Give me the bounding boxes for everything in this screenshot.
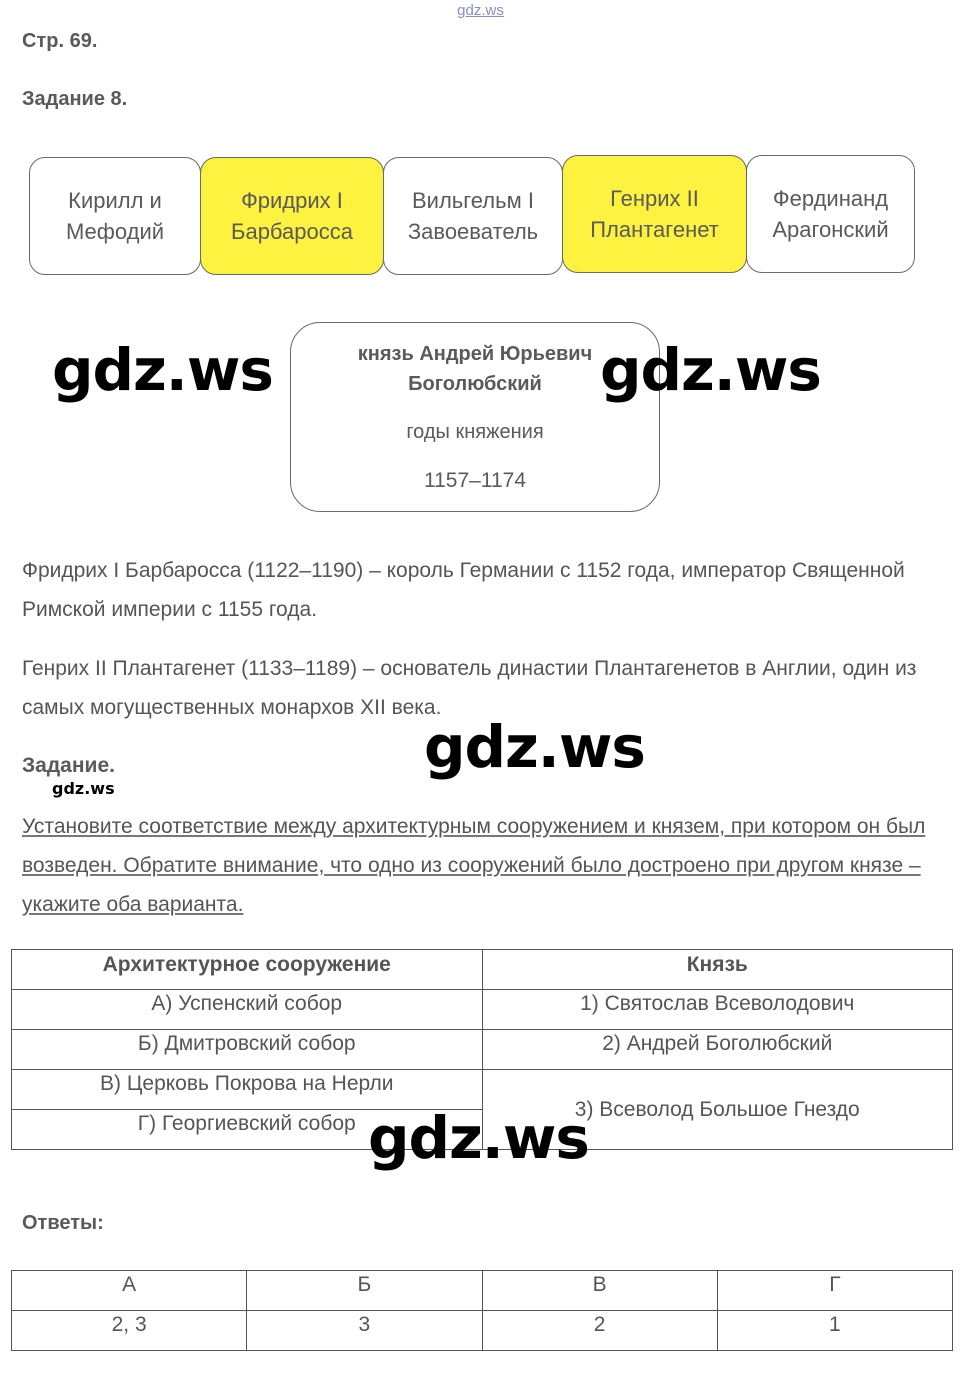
table-row — [12, 1271, 953, 1311]
table-row — [12, 990, 953, 1030]
card-cyril-methodius: Кирилл и Мефодий — [29, 157, 201, 275]
task-label: Задание 8. — [22, 88, 128, 110]
building-cell: А) Успенский собор — [12, 990, 483, 1030]
watermark-link[interactable]: gdz.ws — [457, 2, 504, 19]
answers-label: Ответы: — [22, 1212, 104, 1234]
answer-header: Б — [247, 1271, 482, 1311]
answer-value: 2, 3 — [12, 1311, 247, 1351]
building-cell: Г) Георгиевский собор — [12, 1110, 483, 1150]
table-row — [12, 1311, 953, 1351]
prince-years-label: годы княжения — [406, 421, 544, 443]
watermark: gdz.ws — [424, 713, 645, 781]
prince-name: князь Андрей Юрьевич Боголюбский — [357, 343, 593, 395]
answer-header: А — [12, 1271, 247, 1311]
answer-value: 2 — [482, 1311, 717, 1351]
match-header-prince: Князь — [482, 950, 953, 990]
building-cell: Б) Дмитровский собор — [12, 1030, 483, 1070]
watermark: gdz.ws — [52, 336, 273, 404]
card-henry-plantagenet: Генрих II Плантагенет — [562, 155, 747, 273]
assignment-label: Задание. — [22, 754, 115, 777]
match-header-building: Архитектурное сооружение — [12, 950, 483, 990]
prince-cell: 3) Всеволод Большое Гнездо — [482, 1070, 953, 1150]
card-ferdinand-aragon: Фердинанд Арагонский — [746, 155, 915, 273]
building-cell: В) Церковь Покрова на Нерли — [12, 1070, 483, 1110]
card-william-conqueror: Вильгельм I Завоеватель — [383, 157, 563, 275]
paragraph-barbarossa: Фридрих I Барбаросса (1122–1190) – король Германии с 1152 года, император Священной Римской империи с 1155 года. — [22, 559, 905, 621]
answer-header: Г — [717, 1271, 952, 1311]
answer-header: В — [482, 1271, 717, 1311]
assignment-text: Установите соответствие между архитектурным сооружением и князем, при котором он был возведен. Обратите внимание, что одно из сооружений было достроено при другом князе – укажите оба варианта. — [22, 815, 926, 916]
watermark: gdz.ws — [368, 1104, 589, 1172]
answers-table — [11, 1270, 953, 1351]
page-label: Стр. 69. — [22, 30, 98, 52]
watermark-small: gdz.ws — [52, 779, 115, 798]
card-frederick-barbarossa: Фридрих I Барбаросса — [200, 157, 384, 275]
paragraph-henry: Генрих II Плантагенет (1133–1189) – основатель династии Плантагенетов в Англии, один из самых могущественных монархов XII века. — [22, 657, 917, 719]
prince-cell: 1) Святослав Всеволодович — [482, 990, 953, 1030]
answer-value: 1 — [717, 1311, 952, 1351]
answer-value: 3 — [247, 1311, 482, 1351]
table-row — [12, 1030, 953, 1070]
prince-cell: 2) Андрей Боголюбский — [482, 1030, 953, 1070]
watermark: gdz.ws — [600, 336, 821, 404]
prince-years: 1157–1174 — [424, 469, 526, 492]
